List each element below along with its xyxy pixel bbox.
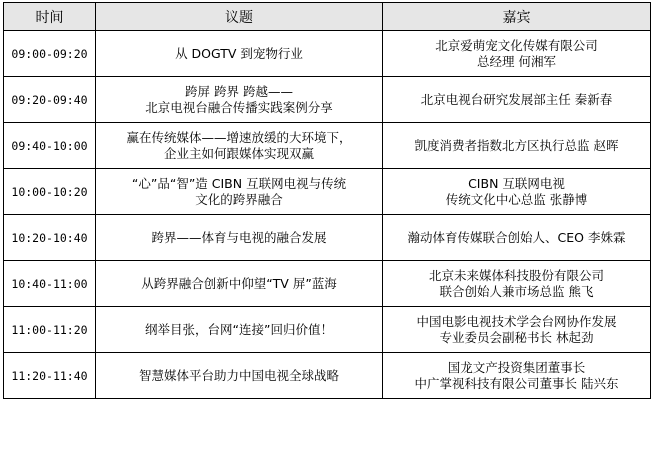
guest-line: CIBN 互联网电视 — [468, 175, 565, 191]
guest-line: 专业委员会副秘书长 林起劲 — [439, 329, 594, 345]
header-guest: 嘉宾 — [383, 3, 651, 31]
guest-line: 联合创始人兼市场总监 熊飞 — [439, 283, 594, 299]
agenda-table — [3, 2, 651, 399]
guest-line: 国龙文产投资集团董事长 — [447, 359, 586, 375]
topic-line: 文化的跨界融合 — [195, 191, 283, 207]
guest-line: 北京未来媒体科技股份有限公司 — [428, 267, 604, 283]
topic-cell — [96, 215, 383, 261]
time-cell: 11:20-11:40 — [4, 353, 96, 399]
guest-line: 瀚动体育传媒联合创始人、CEO 李姝霖 — [407, 229, 626, 245]
table-row — [4, 169, 651, 215]
table-row — [4, 215, 651, 261]
agenda-body — [4, 31, 651, 399]
header-time: 时间 — [4, 3, 96, 31]
topic-cell — [96, 123, 383, 169]
guest-cell — [383, 215, 651, 261]
table-row — [4, 77, 651, 123]
guest-cell — [383, 261, 651, 307]
header-row — [4, 3, 651, 31]
topic-cell — [96, 353, 383, 399]
topic-line: 从跨界融合创新中仰望“TV 屏”蓝海 — [141, 275, 337, 291]
guest-line: 中广掌视科技有限公司董事长 陆兴东 — [414, 375, 619, 391]
table-row — [4, 123, 651, 169]
time-cell: 11:00-11:20 — [4, 307, 96, 353]
table-row — [4, 31, 651, 77]
topic-line: 企业主如何跟媒体实现双赢 — [163, 145, 314, 161]
guest-line: 北京爱萌宠文化传媒有限公司 — [435, 37, 598, 53]
topic-cell — [96, 77, 383, 123]
guest-line: 北京电视台研究发展部主任 秦新春 — [420, 91, 613, 107]
guest-cell — [383, 169, 651, 215]
topic-cell — [96, 307, 383, 353]
table-row — [4, 353, 651, 399]
guest-cell — [383, 307, 651, 353]
topic-cell — [96, 31, 383, 77]
topic-cell — [96, 169, 383, 215]
guest-line: 中国电影电视技术学会台网协作发展 — [416, 313, 617, 329]
time-cell: 09:40-10:00 — [4, 123, 96, 169]
time-cell: 10:00-10:20 — [4, 169, 96, 215]
time-cell: 09:20-09:40 — [4, 77, 96, 123]
topic-line: 纲举目张，台网“连接”回归价值！ — [145, 321, 333, 337]
time-cell: 10:40-11:00 — [4, 261, 96, 307]
time-cell: 10:20-10:40 — [4, 215, 96, 261]
topic-line: “心”品“智”造 CIBN 互联网电视与传统 — [131, 175, 347, 191]
topic-line: 跨界——体育与电视的融合发展 — [151, 229, 327, 245]
guest-line: 凯度消费者指数北方区执行总监 赵晖 — [414, 137, 619, 153]
topic-line: 智慧媒体平台助力中国电视全球战略 — [138, 367, 339, 383]
guest-line: 传统文化中心总监 张静博 — [445, 191, 588, 207]
table-row — [4, 307, 651, 353]
table-row — [4, 261, 651, 307]
topic-line: 北京电视台融合传播实践案例分享 — [145, 99, 333, 115]
topic-line: 跨屏 跨界 跨越—— — [185, 83, 293, 99]
guest-cell — [383, 123, 651, 169]
topic-cell — [96, 261, 383, 307]
time-cell: 09:00-09:20 — [4, 31, 96, 77]
guest-cell — [383, 77, 651, 123]
guest-line: 总经理 何湘军 — [477, 53, 556, 69]
topic-line: 赢在传统媒体——增速放缓的大环境下， — [126, 129, 352, 145]
guest-cell — [383, 353, 651, 399]
header-topic: 议题 — [96, 3, 383, 31]
guest-cell — [383, 31, 651, 77]
topic-line: 从 DOGTV 到宠物行业 — [175, 45, 303, 61]
